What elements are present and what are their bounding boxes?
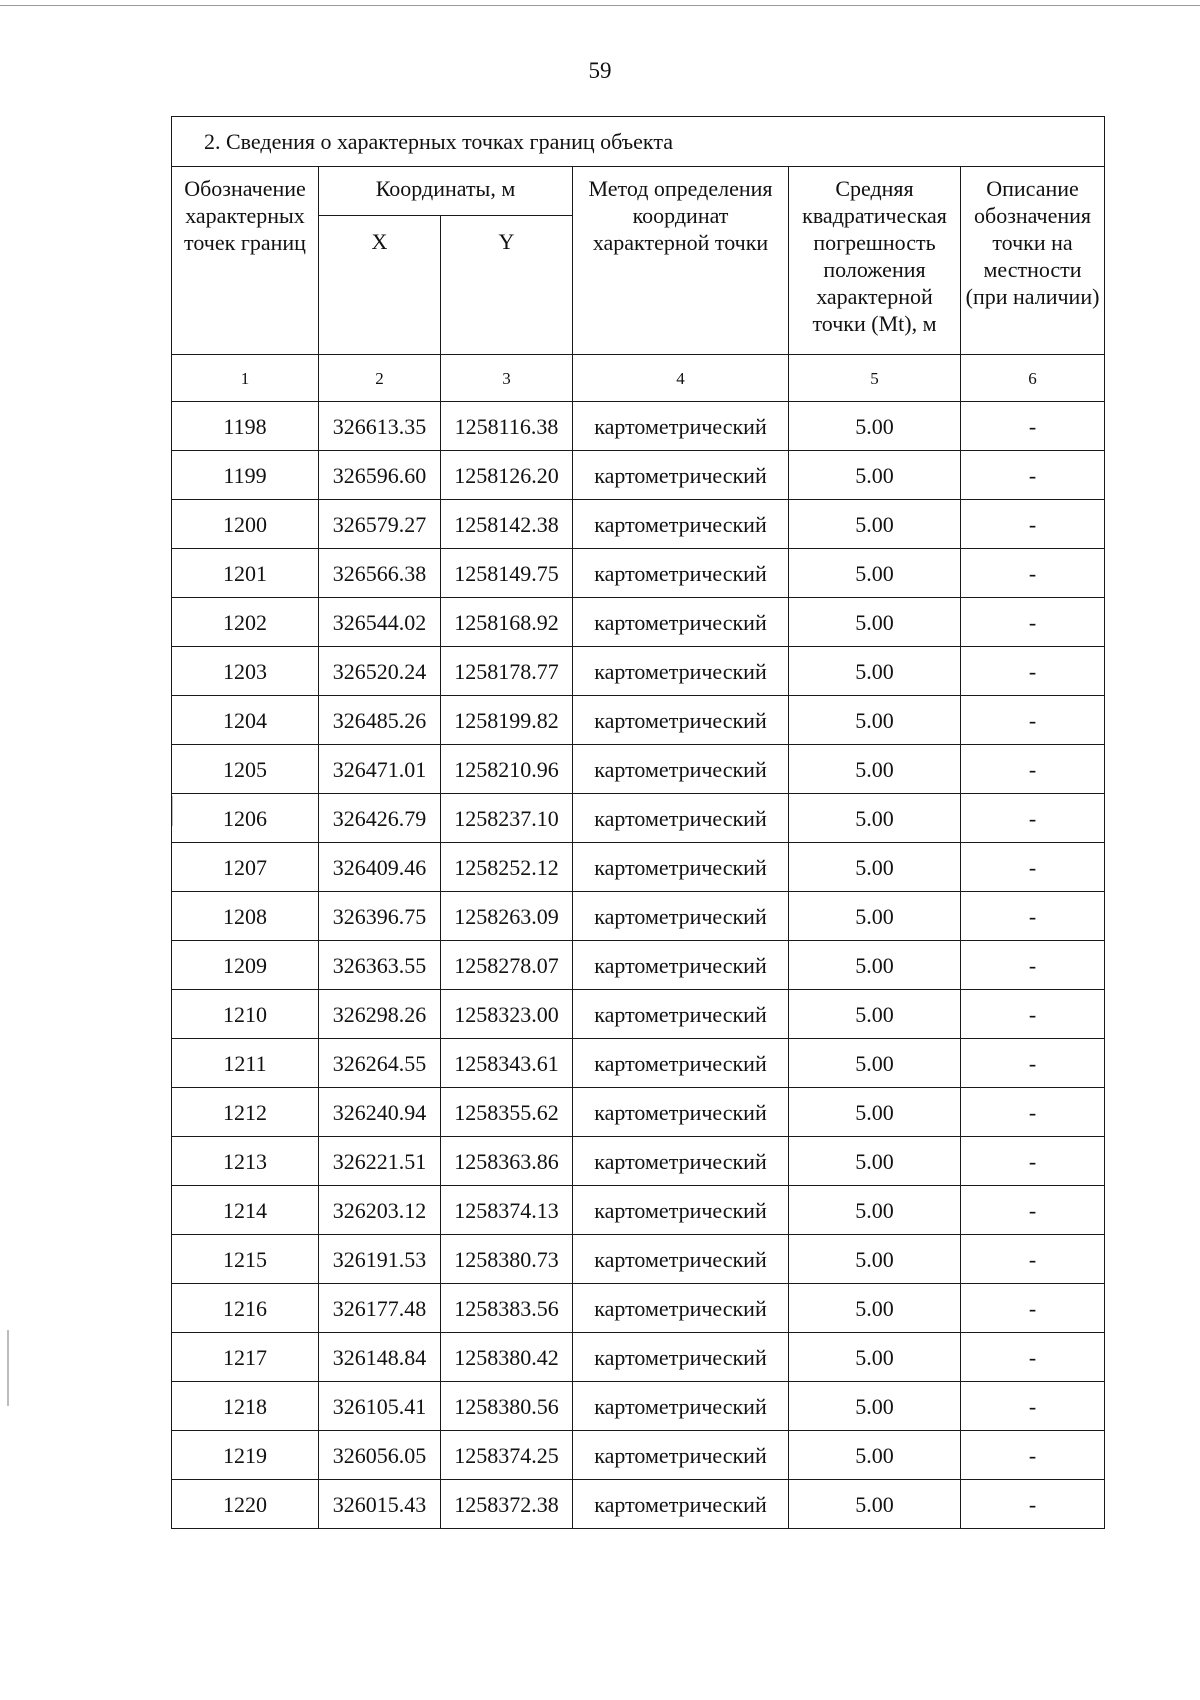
cell-method: картометрический xyxy=(573,1186,789,1235)
table-row xyxy=(172,1235,1105,1284)
cell-method: картометрический xyxy=(573,843,789,892)
cell-y-coordinate: 1258237.10 xyxy=(441,794,573,843)
cell-error: 5.00 xyxy=(789,1284,961,1333)
cell-error: 5.00 xyxy=(789,549,961,598)
table-row xyxy=(172,1382,1105,1431)
cell-y-coordinate: 1258278.07 xyxy=(441,941,573,990)
table-row xyxy=(172,598,1105,647)
cell-point-id: 1216 xyxy=(172,1284,319,1333)
column-number: 6 xyxy=(961,355,1105,402)
cell-y-coordinate: 1258178.77 xyxy=(441,647,573,696)
cell-point-id: 1205 xyxy=(172,745,319,794)
cell-y-coordinate: 1258343.61 xyxy=(441,1039,573,1088)
cell-method: картометрический xyxy=(573,598,789,647)
cell-y-coordinate: 1258323.00 xyxy=(441,990,573,1039)
table-row xyxy=(172,745,1105,794)
table-row xyxy=(172,892,1105,941)
cell-method: картометрический xyxy=(573,941,789,990)
cell-x-coordinate: 326056.05 xyxy=(319,1431,441,1480)
cell-description: - xyxy=(961,1039,1105,1088)
cell-x-coordinate: 326426.79 xyxy=(319,794,441,843)
cell-error: 5.00 xyxy=(789,647,961,696)
table-row xyxy=(172,843,1105,892)
cell-point-id: 1201 xyxy=(172,549,319,598)
scan-top-edge-line xyxy=(0,5,1200,6)
section-title: 2. Сведения о характерных точках границ объекта xyxy=(172,117,1105,167)
cell-error: 5.00 xyxy=(789,892,961,941)
header-x: X xyxy=(319,216,441,355)
cell-error: 5.00 xyxy=(789,843,961,892)
column-number: 3 xyxy=(441,355,573,402)
cell-error: 5.00 xyxy=(789,696,961,745)
cell-point-id: 1207 xyxy=(172,843,319,892)
cell-description: - xyxy=(961,745,1105,794)
cell-method: картометрический xyxy=(573,451,789,500)
cell-description: - xyxy=(961,549,1105,598)
cell-description: - xyxy=(961,402,1105,451)
cell-method: картометрический xyxy=(573,696,789,745)
cell-point-id: 1212 xyxy=(172,1088,319,1137)
cell-error: 5.00 xyxy=(789,1333,961,1382)
cell-description: - xyxy=(961,1382,1105,1431)
cell-error: 5.00 xyxy=(789,1382,961,1431)
cell-error: 5.00 xyxy=(789,941,961,990)
table-row xyxy=(172,1333,1105,1382)
cell-point-id: 1204 xyxy=(172,696,319,745)
cell-description: - xyxy=(961,990,1105,1039)
cell-x-coordinate: 326520.24 xyxy=(319,647,441,696)
column-number-row xyxy=(172,355,1105,402)
cell-point-id: 1210 xyxy=(172,990,319,1039)
cell-error: 5.00 xyxy=(789,1431,961,1480)
cell-description: - xyxy=(961,598,1105,647)
cell-y-coordinate: 1258374.13 xyxy=(441,1186,573,1235)
cell-x-coordinate: 326596.60 xyxy=(319,451,441,500)
cell-y-coordinate: 1258355.62 xyxy=(441,1088,573,1137)
cell-x-coordinate: 326613.35 xyxy=(319,402,441,451)
cell-x-coordinate: 326471.01 xyxy=(319,745,441,794)
header-method: Метод определения координат характерной точки xyxy=(573,167,789,355)
table-row xyxy=(172,990,1105,1039)
cell-y-coordinate: 1258210.96 xyxy=(441,745,573,794)
cell-point-id: 1203 xyxy=(172,647,319,696)
cell-method: картометрический xyxy=(573,1431,789,1480)
cell-method: картометрический xyxy=(573,1284,789,1333)
cell-method: картометрический xyxy=(573,1235,789,1284)
cell-description: - xyxy=(961,1235,1105,1284)
table-row xyxy=(172,794,1105,843)
cell-y-coordinate: 1258380.42 xyxy=(441,1333,573,1382)
cell-x-coordinate: 326240.94 xyxy=(319,1088,441,1137)
cell-x-coordinate: 326579.27 xyxy=(319,500,441,549)
cell-error: 5.00 xyxy=(789,1039,961,1088)
cell-y-coordinate: 1258374.25 xyxy=(441,1431,573,1480)
cell-y-coordinate: 1258199.82 xyxy=(441,696,573,745)
cell-y-coordinate: 1258263.09 xyxy=(441,892,573,941)
cell-point-id: 1208 xyxy=(172,892,319,941)
cell-point-id: 1211 xyxy=(172,1039,319,1088)
cell-description: - xyxy=(961,794,1105,843)
cell-error: 5.00 xyxy=(789,500,961,549)
cell-y-coordinate: 1258372.38 xyxy=(441,1480,573,1529)
column-number: 2 xyxy=(319,355,441,402)
cell-method: картометрический xyxy=(573,745,789,794)
cell-point-id: 1200 xyxy=(172,500,319,549)
table-row xyxy=(172,402,1105,451)
cell-point-id: 1219 xyxy=(172,1431,319,1480)
cell-method: картометрический xyxy=(573,1137,789,1186)
cell-point-id: 1218 xyxy=(172,1382,319,1431)
scan-margin-mark xyxy=(7,1330,9,1406)
cell-method: картометрический xyxy=(573,402,789,451)
table-row xyxy=(172,647,1105,696)
cell-description: - xyxy=(961,1284,1105,1333)
cell-x-coordinate: 326298.26 xyxy=(319,990,441,1039)
cell-point-id: 1215 xyxy=(172,1235,319,1284)
cell-description: - xyxy=(961,892,1105,941)
cell-point-id: 1214 xyxy=(172,1186,319,1235)
cell-description: - xyxy=(961,500,1105,549)
cell-description: - xyxy=(961,1431,1105,1480)
table-row xyxy=(172,696,1105,745)
cell-x-coordinate: 326409.46 xyxy=(319,843,441,892)
cell-method: картометрический xyxy=(573,892,789,941)
column-number: 5 xyxy=(789,355,961,402)
cell-y-coordinate: 1258149.75 xyxy=(441,549,573,598)
table-row xyxy=(172,941,1105,990)
table-row xyxy=(172,549,1105,598)
cell-error: 5.00 xyxy=(789,1480,961,1529)
table-row xyxy=(172,1431,1105,1480)
cell-method: картометрический xyxy=(573,1088,789,1137)
table-row xyxy=(172,1039,1105,1088)
cell-y-coordinate: 1258380.56 xyxy=(441,1382,573,1431)
table-row xyxy=(172,1284,1105,1333)
cell-error: 5.00 xyxy=(789,990,961,1039)
cell-point-id: 1199 xyxy=(172,451,319,500)
cell-error: 5.00 xyxy=(789,402,961,451)
cell-description: - xyxy=(961,1480,1105,1529)
header-y: Y xyxy=(441,216,573,355)
cell-x-coordinate: 326203.12 xyxy=(319,1186,441,1235)
cell-description: - xyxy=(961,1137,1105,1186)
cell-y-coordinate: 1258126.20 xyxy=(441,451,573,500)
cell-error: 5.00 xyxy=(789,1186,961,1235)
cell-description: - xyxy=(961,1088,1105,1137)
cell-y-coordinate: 1258168.92 xyxy=(441,598,573,647)
cell-point-id: 1220 xyxy=(172,1480,319,1529)
header-row-1 xyxy=(172,167,1105,216)
cell-error: 5.00 xyxy=(789,1088,961,1137)
cell-x-coordinate: 326015.43 xyxy=(319,1480,441,1529)
cell-method: картометрический xyxy=(573,549,789,598)
cell-point-id: 1209 xyxy=(172,941,319,990)
cell-method: картометрический xyxy=(573,990,789,1039)
cell-point-id: 1206 xyxy=(172,794,319,843)
cell-error: 5.00 xyxy=(789,745,961,794)
cell-x-coordinate: 326264.55 xyxy=(319,1039,441,1088)
table-row xyxy=(172,1137,1105,1186)
cell-x-coordinate: 326177.48 xyxy=(319,1284,441,1333)
table-row xyxy=(172,1480,1105,1529)
column-number: 1 xyxy=(172,355,319,402)
table-row xyxy=(172,1186,1105,1235)
header-error: Средняя квадратическая погрешность положения характерной точки (Mt), м xyxy=(789,167,961,355)
cell-method: картометрический xyxy=(573,1382,789,1431)
cell-method: картометрический xyxy=(573,1333,789,1382)
section-title-row xyxy=(172,117,1105,167)
table-row xyxy=(172,1088,1105,1137)
cell-y-coordinate: 1258116.38 xyxy=(441,402,573,451)
cell-y-coordinate: 1258383.56 xyxy=(441,1284,573,1333)
cell-description: - xyxy=(961,1186,1105,1235)
header-description: Описание обозначения точки на местности (при наличии) xyxy=(961,167,1105,355)
cell-error: 5.00 xyxy=(789,1137,961,1186)
cell-y-coordinate: 1258142.38 xyxy=(441,500,573,549)
cell-y-coordinate: 1258363.86 xyxy=(441,1137,573,1186)
column-number: 4 xyxy=(573,355,789,402)
cell-point-id: 1198 xyxy=(172,402,319,451)
cell-x-coordinate: 326148.84 xyxy=(319,1333,441,1382)
cell-point-id: 1217 xyxy=(172,1333,319,1382)
cell-description: - xyxy=(961,451,1105,500)
cell-method: картометрический xyxy=(573,1480,789,1529)
cell-method: картометрический xyxy=(573,1039,789,1088)
table-row xyxy=(172,451,1105,500)
table-row xyxy=(172,500,1105,549)
cell-method: картометрический xyxy=(573,794,789,843)
cell-error: 5.00 xyxy=(789,598,961,647)
cell-y-coordinate: 1258380.73 xyxy=(441,1235,573,1284)
cell-x-coordinate: 326544.02 xyxy=(319,598,441,647)
header-coordinates: Координаты, м xyxy=(319,167,573,216)
page-number: 59 xyxy=(588,58,612,83)
cell-error: 5.00 xyxy=(789,451,961,500)
cell-method: картометрический xyxy=(573,647,789,696)
cell-x-coordinate: 326485.26 xyxy=(319,696,441,745)
cell-x-coordinate: 326566.38 xyxy=(319,549,441,598)
cell-point-id: 1202 xyxy=(172,598,319,647)
cell-error: 5.00 xyxy=(789,1235,961,1284)
cell-x-coordinate: 326221.51 xyxy=(319,1137,441,1186)
cell-y-coordinate: 1258252.12 xyxy=(441,843,573,892)
header-designation: Обозначение характерных точек границ xyxy=(172,167,319,355)
cell-x-coordinate: 326105.41 xyxy=(319,1382,441,1431)
cell-x-coordinate: 326191.53 xyxy=(319,1235,441,1284)
cell-x-coordinate: 326363.55 xyxy=(319,941,441,990)
cell-point-id: 1213 xyxy=(172,1137,319,1186)
cell-x-coordinate: 326396.75 xyxy=(319,892,441,941)
cell-error: 5.00 xyxy=(789,794,961,843)
cell-description: - xyxy=(961,941,1105,990)
cell-description: - xyxy=(961,843,1105,892)
cell-method: картометрический xyxy=(573,500,789,549)
points-table xyxy=(171,116,1105,1529)
cell-description: - xyxy=(961,696,1105,745)
cell-description: - xyxy=(961,1333,1105,1382)
cell-description: - xyxy=(961,647,1105,696)
